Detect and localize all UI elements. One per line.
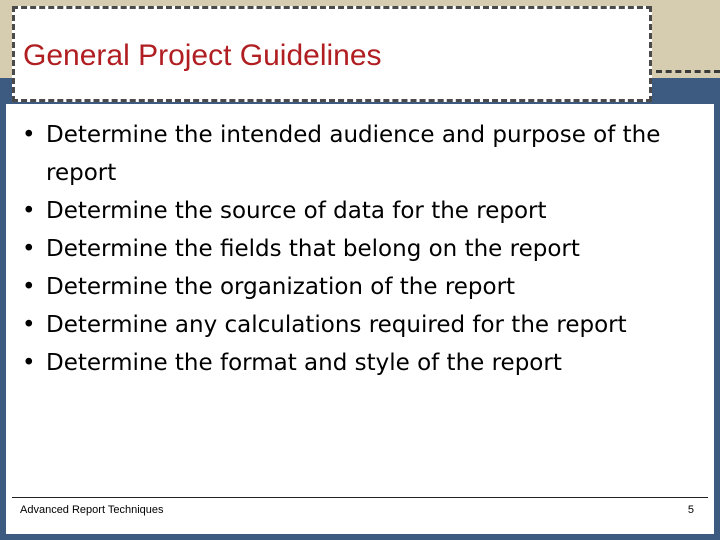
- bullet-item: • Determine the format and style of the report: [22, 344, 702, 382]
- bullet-item: • Determine the organization of the report: [22, 268, 702, 306]
- bullet-item: • Determine the fields that belong on the report: [22, 230, 702, 268]
- footer-text: Advanced Report Techniques: [20, 504, 164, 516]
- bullet-item: • Determine the source of data for the report: [22, 192, 702, 230]
- footer-divider: [12, 497, 708, 498]
- slide-title: General Project Guidelines: [23, 39, 382, 72]
- content-panel: [6, 104, 714, 534]
- bullet-list: [22, 116, 702, 382]
- title-box: [12, 6, 652, 102]
- bullet-item: • Determine the intended audience and purpose of the report: [22, 116, 702, 192]
- page-number: 5: [687, 504, 694, 516]
- bullet-item: • Determine any calculations required for the report: [22, 306, 702, 344]
- decorative-dashed-line: [656, 70, 720, 73]
